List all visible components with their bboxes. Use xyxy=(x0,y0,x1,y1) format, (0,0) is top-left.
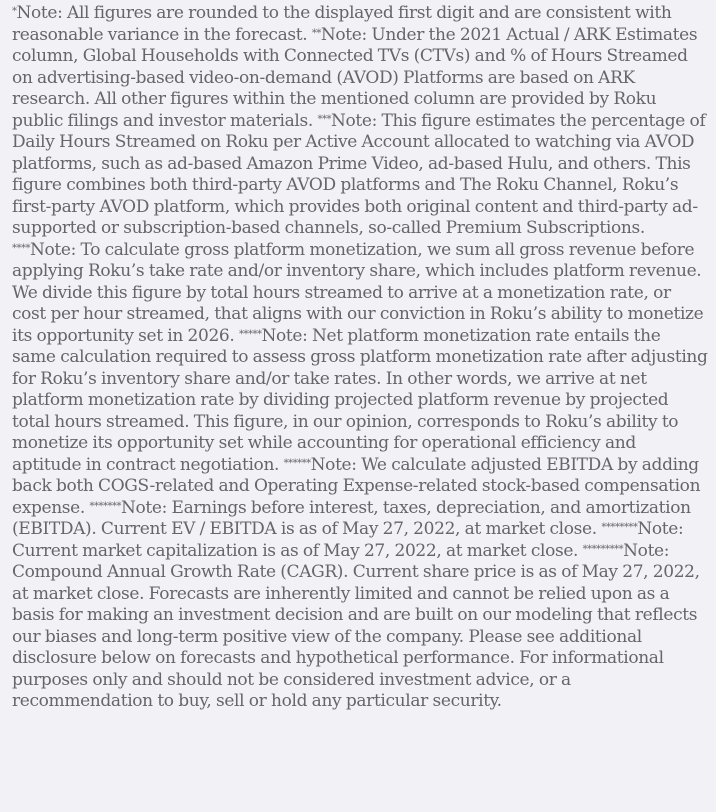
note-marker: **** xyxy=(12,242,30,254)
note-text: Note: To calculate gross platform monetization, we sum all gross revenue before applying Roku’s take rate and/or inventory share, which includes platform revenue. We divide this figure by total hours streamed to arrive at a monetization rate, or cost per hour streamed, that aligns with our conviction in Roku’s ability to monetize its opportunity set in 2026. xyxy=(12,239,704,346)
note-marker: ****** xyxy=(283,457,311,469)
note-marker: ***** xyxy=(239,328,262,340)
note-text: Note: Net platform monetization rate entails the same calculation required to assess gross platform monetization rate after adjusting for Roku’s inventory share and/or take rates. In other words, we arrive at net platform monetization rate by dividing projected platform revenue by projected total hours streamed. This figure, in our opinion, corresponds to Roku’s ability to monetize its opportunity set while accounting for operational efficiency and aptitude in contract negotiation. xyxy=(12,325,708,475)
note-marker: ********* xyxy=(582,543,624,555)
note-text: Note: We calculate adjusted EBITDA by adding back both COGS-related and Operating Expense-related stock-based compensation expense. xyxy=(12,454,701,518)
note-text: Note: Earnings before interest, taxes, depreciation, and amortization (EBITDA). Current EV / EBITDA is as of May 27, 2022, at market close. xyxy=(12,497,691,539)
note-text: Note: This figure estimates the percentage of Daily Hours Streamed on Roku per Active Account allocated to watching via AVOD platforms, such as ad-based Amazon Prime Video, ad-based Hulu, and others. This figure combines both third-party AVOD platforms and The Roku Channel, Roku’s first-party AVOD platform, which provides both original content and third-party ad-supported or subscription-based channels, so-called Premium Subscriptions. xyxy=(12,110,706,238)
note-marker: ******* xyxy=(89,500,121,512)
note-marker: *** xyxy=(317,113,331,125)
note-marker: ** xyxy=(311,27,321,39)
note-text: Note: Current market capitalization is as of May 27, 2022, at market close. xyxy=(12,519,684,561)
note-text: Note: All figures are rounded to the displayed first digit and are consistent with reasonable variance in the forecast. xyxy=(12,3,672,45)
note-marker: * xyxy=(12,6,17,17)
note-text: Note: Compound Annual Growth Rate (CAGR). Current share price is as of May 27, 2022, at market close. Forecasts are inherently limited and cannot be relied upon as a basis for making an investment decision and are built on our modeling that reflects our biases and long-term positive view of the company. Please see additional disclosure below on forecasts and hypothetical performance. For informational purposes only and should not be considered investment advice, or a recommendation to buy, sell or hold any particular security. xyxy=(12,540,700,711)
note-text: Note: Under the 2021 Actual / ARK Estimates column, Global Households with Connected TVs (CTVs) and % of Hours Streamed on advertising-based video-on-demand (AVOD) Platforms are based on ARK research. All other figures within the mentioned column are provided by Roku public filings and investor materials. xyxy=(12,24,698,131)
note-marker: ******** xyxy=(601,522,638,533)
